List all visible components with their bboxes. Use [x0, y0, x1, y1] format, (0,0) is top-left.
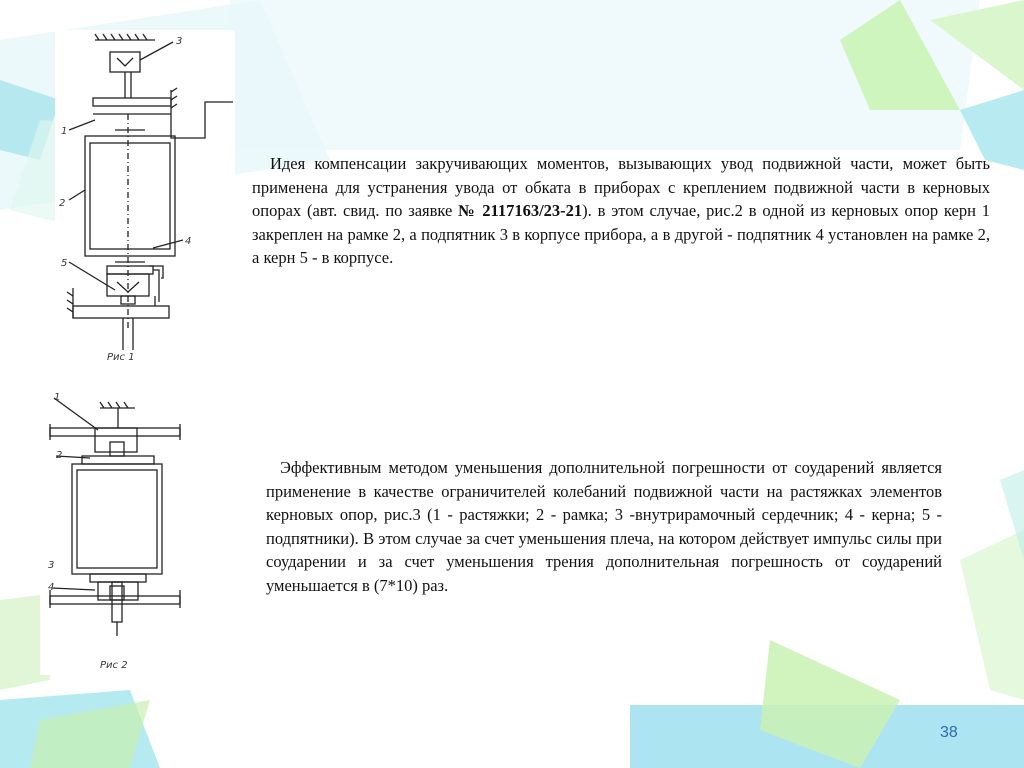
fig1-label-2: 2	[59, 198, 66, 209]
fig1-label-4: 4	[185, 236, 192, 247]
figure-2-drawing	[40, 390, 190, 675]
fig1-caption: Рис 1	[107, 352, 135, 363]
paragraph1-text-after: ). в этом случае, рис.2 в одной из керновых опор керн 1 закреплен на рамке 2, а подпятник 3 в корпусе прибора, а в другой - подпятник 4 установлен на рамке 2, а керн 5 - в корпусе.	[252, 201, 990, 267]
fig1-label-1: 1	[61, 126, 68, 137]
fig2-label-3: 3	[48, 560, 55, 571]
figure-1-kernel-supports	[55, 30, 235, 380]
paragraph-torque-compensation	[252, 152, 990, 270]
paragraph-impact-error	[266, 456, 942, 597]
fig2-label-4: 4	[48, 582, 55, 593]
fig2-caption: Рис 2	[100, 660, 128, 671]
fig2-label-1: 1	[54, 392, 61, 403]
figure-1-drawing	[55, 30, 235, 380]
fig1-label-3: 3	[176, 36, 183, 47]
paragraph2-text: Эффективным методом уменьшения дополнительной погрешности от соударений является применение в качестве ограничителей колебаний подвижной части на растяжках элементов керновых опор, рис.3 (1 - растяжки; 2 - рамка; 3 -внутрирамочный сердечник; 4 - керна; 5 - подпятники). В этом случае за счет уменьшения плеча, на котором действует импульс силы при соударении и за счет уменьшения трения дополнительная погрешность от соударений уменьшается в (7*10) раз.	[266, 458, 942, 595]
figure-2-taut-band-supports	[40, 390, 190, 675]
paragraph1-text-before: Идея компенсации закручивающих моментов, вызывающих увод подвижной части, может быть применена для устранения увода от обката в приборах с креплением подвижной части в керновых опорах (авт. свид. по заявке	[252, 154, 990, 220]
fig2-label-2: 2	[56, 450, 63, 461]
fig1-label-5: 5	[61, 258, 68, 269]
patent-number: № 2117163/23-21	[458, 201, 583, 220]
slide-number: 38	[940, 724, 958, 741]
